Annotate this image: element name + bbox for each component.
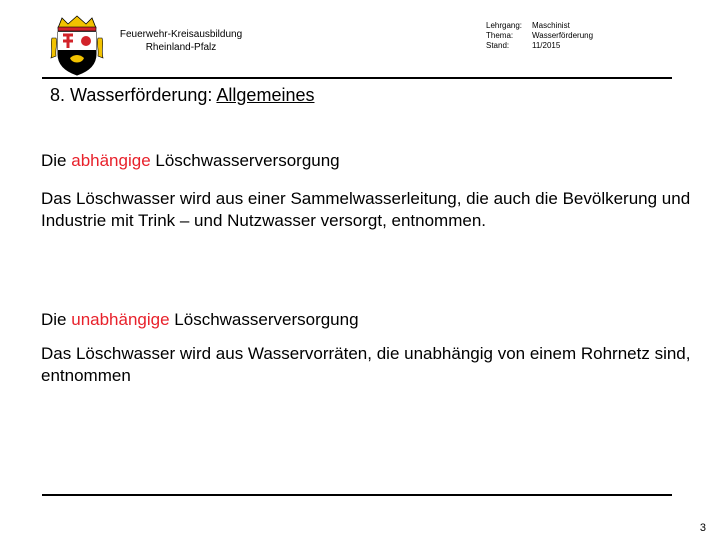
meta-value: 11/2015 — [532, 41, 561, 50]
heading-highlight: unabhängige — [71, 310, 170, 329]
meta-key: Lehrgang: — [486, 21, 523, 30]
title-prefix: 8. Wasserförderung: — [50, 85, 217, 105]
heading-text: Die — [41, 151, 72, 170]
coat-of-arms-icon — [50, 14, 104, 76]
header-divider — [42, 77, 672, 79]
org-line-2: Rheinland-Pfalz — [145, 42, 217, 53]
section-heading — [41, 150, 701, 172]
footer-divider — [42, 494, 672, 496]
meta-row-topic — [486, 31, 593, 41]
page-number: 3 — [699, 522, 706, 534]
title-link[interactable]: Allgemeines — [216, 85, 315, 105]
heading-highlight: abhängige — [71, 151, 151, 170]
section-heading — [41, 309, 701, 331]
course-meta — [486, 21, 593, 51]
meta-key: Thema: — [486, 31, 514, 40]
meta-key: Stand: — [486, 41, 510, 50]
heading-text: Die — [41, 310, 72, 329]
heading-text: Löschwasserversorgung — [150, 151, 340, 170]
slide-title — [50, 84, 314, 106]
organization-name — [110, 28, 252, 54]
meta-row-date — [486, 41, 593, 51]
section-body: Das Löschwasser wird aus einer Sammelwasserleitung, die auch die Bevölkerung und Industrie mit Trink – und Nutzwasser versorgt, entnommen. — [41, 189, 691, 230]
org-line-1: Feuerwehr-Kreisausbildung — [119, 29, 243, 40]
meta-row-course — [486, 21, 593, 31]
meta-value: Wasserförderung — [532, 31, 594, 40]
section-body: Das Löschwasser wird aus Wasservorräten, die unabhängig von einem Rohrnetz sind, entnommen — [41, 344, 691, 385]
heading-text: Löschwasserversorgung — [169, 310, 359, 329]
meta-value: Maschinist — [532, 21, 570, 30]
